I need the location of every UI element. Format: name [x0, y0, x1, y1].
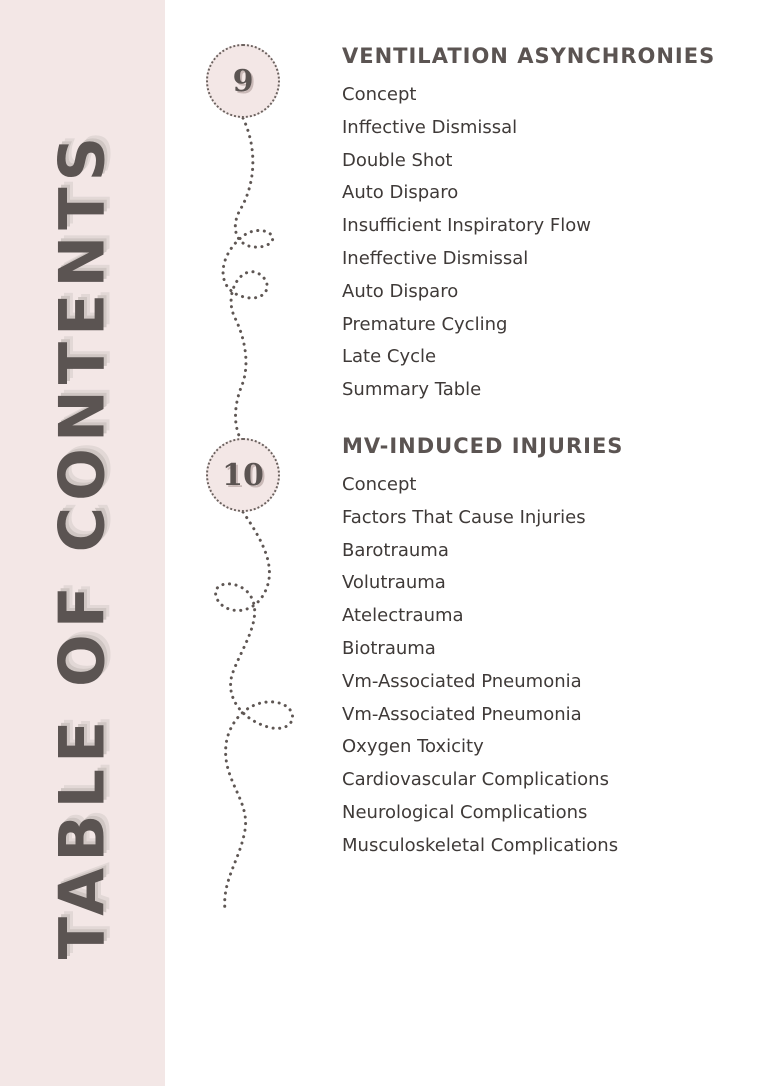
- toc-item[interactable]: Atelectrauma: [342, 605, 464, 627]
- section-number-badge-10: 10: [206, 438, 280, 512]
- toc-item[interactable]: Auto Disparo: [342, 280, 459, 302]
- toc-item[interactable]: Neurological Complications: [342, 801, 588, 823]
- section-item-list: [342, 79, 715, 407]
- toc-item[interactable]: Double Shot: [342, 149, 453, 171]
- toc-item[interactable]: Concept: [342, 474, 417, 495]
- toc-item[interactable]: Premature Cycling: [342, 313, 508, 335]
- toc-item[interactable]: Volutrauma: [342, 572, 446, 594]
- toc-item[interactable]: Barotrauma: [342, 539, 449, 561]
- toc-item[interactable]: Summary Table: [342, 379, 482, 401]
- toc-item[interactable]: Ineffective Dismissal: [342, 247, 529, 269]
- toc-item[interactable]: Inffective Dismissal: [342, 116, 518, 138]
- section-item-list: [342, 469, 623, 863]
- toc-item[interactable]: Cardiovascular Complications: [342, 769, 609, 791]
- section-title: MV-INDUCED INJURIES: [342, 434, 624, 458]
- toc-item[interactable]: Concept: [342, 84, 417, 105]
- toc-item[interactable]: Vm-Associated Pneumonia: [342, 703, 582, 725]
- toc-item[interactable]: Late Cycle: [342, 346, 437, 368]
- toc-item[interactable]: Oxygen Toxicity: [342, 736, 484, 758]
- table-of-contents-title: TABLE OF CONTENTS: [45, 130, 119, 960]
- toc-item[interactable]: Vm-Associated Pneumonia: [342, 670, 582, 692]
- toc-item[interactable]: Musculoskeletal Complications: [342, 834, 619, 856]
- section-number-badge-9: 9: [206, 44, 280, 118]
- toc-item[interactable]: Insufficient Inspiratory Flow: [342, 215, 591, 237]
- section-mv-induced-injuries: [342, 432, 623, 863]
- toc-item[interactable]: Auto Disparo: [342, 182, 459, 204]
- toc-item[interactable]: Biotrauma: [342, 637, 436, 659]
- section-title: VENTILATION ASYNCHRONIES: [342, 44, 716, 68]
- toc-item[interactable]: Factors That Cause Injuries: [342, 506, 586, 528]
- section-ventilation-asynchronies: [342, 42, 715, 407]
